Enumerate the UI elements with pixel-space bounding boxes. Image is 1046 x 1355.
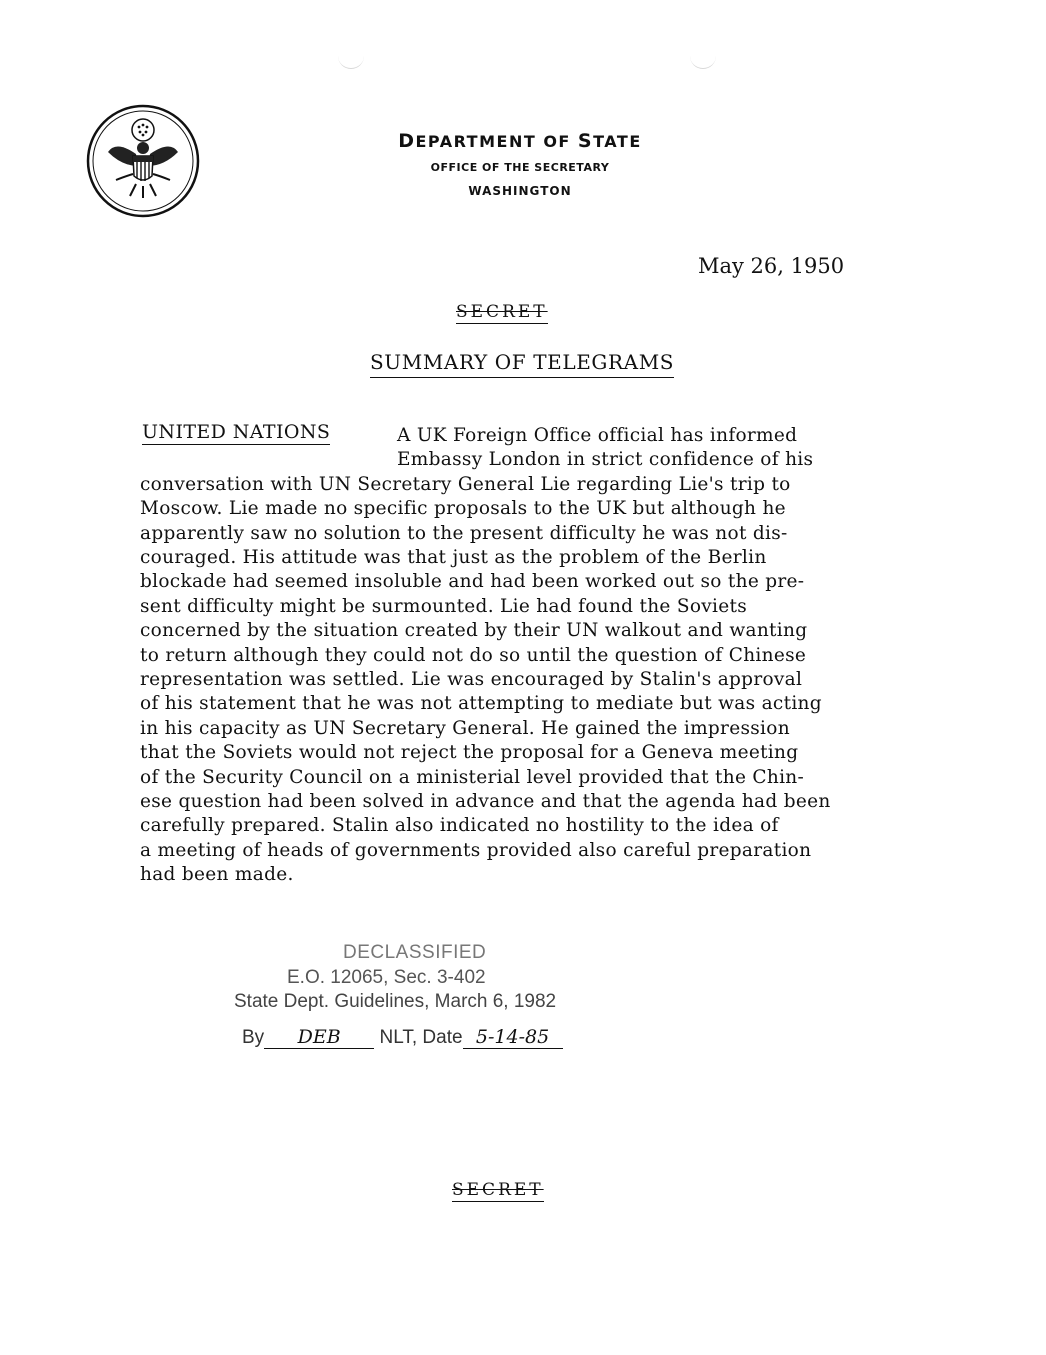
stamp-by-value: DEB [264,1026,374,1049]
classification-bottom: SECRET [452,1180,544,1200]
body-line: concerned by the situation created by their UN walkout and wanting [140,620,808,642]
stamp-date-value: 5-14-85 [463,1026,563,1049]
body-line: conversation with UN Secretary General Lie regarding Lie's trip to [140,473,791,495]
document-date: May 26, 1950 [698,254,845,278]
classification-top: SECRET [456,302,548,322]
body-line: Embassy London in strict confidence of his [397,449,814,471]
punch-hole-left [338,50,364,69]
body-line: A UK Foreign Office official has informed [397,425,798,446]
stamp-nlt-label: NLT, Date [379,1027,463,1048]
body-line: that the Soviets would not reject the proposal for a Geneva meeting [140,742,799,764]
body-line: in his capacity as UN Secretary General. He gained the impression [140,717,790,739]
body-line: apparently saw no solution to the present difficulty he was not dis- [140,522,788,544]
body-line: had been made. [140,864,294,886]
summary-title: SUMMARY OF TELEGRAMS [370,350,674,378]
section-heading: UNITED NATIONS [142,421,331,443]
body-line: to return although they could not do so until the question of Chinese [140,644,807,666]
stamp-guidelines: State Dept. Guidelines, March 6, 1982 [234,991,557,1012]
dept-initial: D [398,130,416,152]
dept-word: EPARTMENT OF [415,132,578,151]
body-line: of his statement that he was not attempting to mediate but was acting [140,693,822,715]
stamp-by-label: By [242,1027,265,1048]
body-line: representation was settled. Lie was encouraged by Stalin's approval [140,669,803,690]
stamp-declassified: DECLASSIFIED [343,942,487,963]
body-line: Moscow. Lie made no specific proposals to the UK but although he [140,498,786,520]
body-line: of the Security Council on a ministerial level provided that the Chin- [140,766,805,788]
state-initial: S [577,130,594,152]
letterhead-department [330,130,710,152]
stamp-signoff [242,1026,563,1049]
stamp-eo: E.O. 12065, Sec. 3-402 [287,967,486,988]
body-line: sent difficulty might be surmounted. Lie had found the Soviets [140,595,748,617]
great-seal-icon [86,104,200,218]
letterhead-office: OFFICE OF THE SECRETARY [430,161,610,174]
body-line: couraged. His attitude was that just as the problem of the Berlin [140,547,767,568]
body-line: a meeting of heads of governments provided also careful preparation [140,839,812,861]
letterhead-city: WASHINGTON [468,184,572,198]
body-line: carefully prepared. Stalin also indicated no hostility to the idea of [140,815,779,837]
state-word: TATE [593,132,642,151]
body-line: blockade had seemed insoluble and had been worked out so the pre- [140,571,805,593]
body-line: ese question had been solved in advance and that the agenda had been [140,791,831,812]
punch-hole-right [690,50,716,69]
